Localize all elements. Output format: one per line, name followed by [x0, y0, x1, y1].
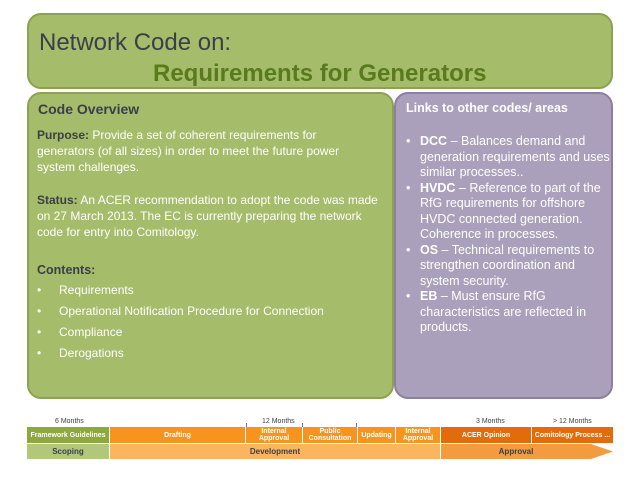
timeline-stage: Public Consultation [303, 427, 357, 443]
timeline-arrow-icon [591, 444, 613, 459]
timeline-duration-label: > 12 Months [553, 418, 592, 425]
links-heading: Links to other codes/ areas [406, 101, 568, 115]
links-list [406, 134, 611, 336]
timeline-stages [27, 427, 613, 443]
timeline-stage: Comitology Process ... [532, 427, 613, 443]
timeline-duration-label: 12 Months [262, 418, 295, 425]
timeline-stage: Drafting [110, 427, 245, 443]
links-panel [394, 92, 613, 399]
title-banner [27, 13, 613, 89]
purpose-text: Provide a set of coherent requirements for generators (of all sizes) in order to meet the future power system challenges. [37, 128, 340, 174]
contents-list [37, 283, 324, 367]
timeline-stage: ACER Opinion [441, 427, 531, 443]
status-paragraph [37, 192, 382, 240]
list-item: • Compliance [37, 325, 123, 339]
timeline-stage: Framework Guidelines [27, 427, 109, 443]
purpose-label: Purpose: [37, 128, 90, 142]
list-item: • OS – Technical requirements to strengthen coordination and system security. [406, 242, 595, 288]
list-item: • DCC – Balances demand and generation requirements and uses similar processes.. [406, 134, 610, 179]
timeline-phase: Scoping [27, 444, 109, 459]
code-overview-panel [27, 92, 394, 399]
timeline-stage: Internal Approval [246, 427, 302, 443]
list-item: • Requirements [37, 283, 134, 297]
status-text: An ACER recommendation to adopt the code was made on 27 March 2013. The EC is currently preparing the network code for entry into Comitology. [37, 193, 378, 239]
list-item: • Operational Notification Procedure for Connection [37, 304, 324, 318]
code-overview-heading: Code Overview [38, 101, 140, 117]
timeline-duration-label: 3 Months [476, 418, 505, 425]
title-line-1: Network Code on: [39, 29, 232, 56]
title-line-2: Requirements for Generators [153, 60, 487, 87]
timeline-duration-label: 6 Months [55, 418, 84, 425]
contents-heading: Contents: [37, 263, 96, 277]
timeline-stage: Internal Approval [396, 427, 440, 443]
list-item: • Derogations [37, 346, 124, 360]
purpose-paragraph [37, 127, 377, 175]
timeline-phase: Development [110, 444, 440, 459]
timeline-phases [27, 444, 613, 459]
timeline-phase: Approval [441, 444, 591, 459]
timeline-stage: Updating [358, 427, 395, 443]
list-item: • HVDC – Reference to part of the RfG requirements for offshore HVDC connected generation. Coherence in processes. [406, 180, 601, 241]
status-label: Status: [37, 193, 78, 207]
list-item: • EB – Must ensure RfG characteristics are reflected in products. [406, 289, 587, 334]
